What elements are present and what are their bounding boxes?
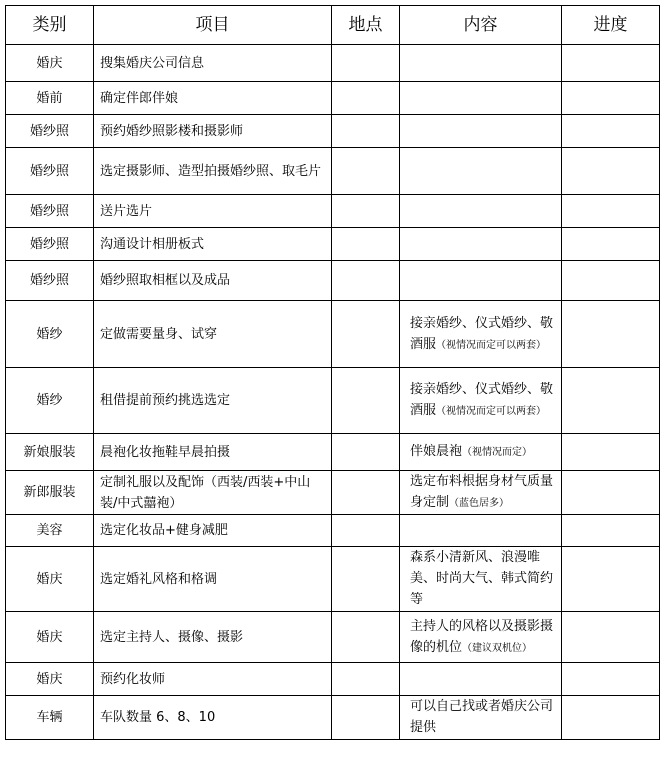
location-cell: [332, 663, 400, 696]
progress-cell: [562, 471, 660, 515]
category-cell: 婚纱: [6, 368, 94, 434]
content-text: 可以自己找或者婚庆公司提供: [410, 699, 554, 735]
location-cell: [332, 45, 400, 82]
location-cell: [332, 547, 400, 612]
content-note: （蓝色居多）: [449, 498, 510, 509]
category-cell: 婚庆: [6, 45, 94, 82]
content-cell: [400, 612, 562, 663]
progress-cell: [562, 663, 660, 696]
content-cell: [400, 82, 562, 115]
progress-cell: [562, 696, 660, 740]
location-cell: [332, 261, 400, 301]
item-cell: 选定婚礼风格和格调: [94, 547, 332, 612]
header-item: 项目: [94, 6, 332, 45]
location-cell: [332, 301, 400, 368]
item-cell: 送片选片: [94, 195, 332, 228]
table-row: [6, 148, 660, 195]
item-cell: 定做需要量身、试穿: [94, 301, 332, 368]
table-body: [6, 45, 660, 740]
progress-cell: [562, 612, 660, 663]
location-cell: [332, 515, 400, 547]
item-cell: 预约婚纱照影楼和摄影师: [94, 115, 332, 148]
item-cell: 搜集婚庆公司信息: [94, 45, 332, 82]
content-note: （视情况而定可以两套）: [436, 339, 547, 351]
table-row: [6, 115, 660, 148]
content-cell: [400, 663, 562, 696]
table-row: [6, 471, 660, 515]
progress-cell: [562, 148, 660, 195]
category-cell: 婚纱照: [6, 261, 94, 301]
item-cell: 选定摄影师、造型拍摄婚纱照、取毛片: [94, 148, 332, 195]
category-cell: 婚纱照: [6, 195, 94, 228]
category-cell: 婚纱照: [6, 228, 94, 261]
content-cell: [400, 261, 562, 301]
content-cell: [400, 696, 562, 740]
location-cell: [332, 612, 400, 663]
table-row: [6, 515, 660, 547]
item-cell: 沟通设计相册板式: [94, 228, 332, 261]
progress-cell: [562, 515, 660, 547]
content-text: 选定布料根据身材气质量身定制: [410, 474, 554, 510]
content-text: 主持人的风格以及摄影摄像的机位: [410, 618, 554, 655]
progress-cell: [562, 115, 660, 148]
progress-cell: [562, 195, 660, 228]
table-row: [6, 261, 660, 301]
category-cell: 新娘服装: [6, 434, 94, 471]
table-row: [6, 663, 660, 696]
table-row: [6, 612, 660, 663]
item-cell: 婚纱照取相框以及成品: [94, 261, 332, 301]
table-row: [6, 547, 660, 612]
content-cell: [400, 368, 562, 434]
content-cell: [400, 434, 562, 471]
location-cell: [332, 195, 400, 228]
content-note: （建议双机位）: [462, 642, 533, 654]
content-text: 伴娘晨袍: [410, 444, 463, 459]
location-cell: [332, 228, 400, 261]
location-cell: [332, 82, 400, 115]
category-cell: 新郎服装: [6, 471, 94, 515]
category-cell: 婚纱照: [6, 148, 94, 195]
item-cell: 租借提前预约挑选选定: [94, 368, 332, 434]
table-row: [6, 82, 660, 115]
content-cell: [400, 148, 562, 195]
category-cell: 婚纱: [6, 301, 94, 368]
item-cell: 选定主持人、摄像、摄影: [94, 612, 332, 663]
header-progress: 进度: [562, 6, 660, 45]
category-cell: 婚纱照: [6, 115, 94, 148]
category-cell: 美容: [6, 515, 94, 547]
table-row: [6, 301, 660, 368]
header-row: [6, 6, 660, 45]
header-content: 内容: [400, 6, 562, 45]
content-text: 接亲婚纱、仪式婚纱、敬酒服: [410, 315, 554, 352]
progress-cell: [562, 547, 660, 612]
item-cell: 确定伴郎伴娘: [94, 82, 332, 115]
item-cell: 晨袍化妆拖鞋早晨拍摄: [94, 434, 332, 471]
item-cell: 车队数量 6、8、10: [94, 696, 332, 740]
content-cell: [400, 228, 562, 261]
content-cell: [400, 45, 562, 82]
location-cell: [332, 148, 400, 195]
table-row: [6, 45, 660, 82]
category-cell: 婚庆: [6, 663, 94, 696]
progress-cell: [562, 45, 660, 82]
location-cell: [332, 434, 400, 471]
content-note: （视情况而定可以两套）: [436, 406, 547, 417]
item-cell: 预约化妆师: [94, 663, 332, 696]
header-location: 地点: [332, 6, 400, 45]
location-cell: [332, 368, 400, 434]
content-text: 森系小清新风、浪漫唯美、时尚大气、韩式简约等: [410, 550, 554, 607]
location-cell: [332, 696, 400, 740]
wedding-plan-table: [5, 5, 660, 740]
progress-cell: [562, 301, 660, 368]
content-cell: [400, 115, 562, 148]
item-cell: 定制礼服以及配饰（西装/西装+中山装/中式囍袍）: [94, 471, 332, 515]
progress-cell: [562, 434, 660, 471]
content-cell: [400, 471, 562, 515]
content-cell: [400, 301, 562, 368]
location-cell: [332, 115, 400, 148]
table-row: [6, 696, 660, 740]
content-cell: [400, 515, 562, 547]
progress-cell: [562, 261, 660, 301]
progress-cell: [562, 82, 660, 115]
location-cell: [332, 471, 400, 515]
category-cell: 车辆: [6, 696, 94, 740]
category-cell: 婚庆: [6, 612, 94, 663]
progress-cell: [562, 368, 660, 434]
content-text: 接亲婚纱、仪式婚纱、敬酒服: [410, 382, 554, 418]
content-cell: [400, 547, 562, 612]
table-row: [6, 368, 660, 434]
table-row: [6, 195, 660, 228]
item-cell: 选定化妆品+健身减肥: [94, 515, 332, 547]
table-row: [6, 228, 660, 261]
progress-cell: [562, 228, 660, 261]
category-cell: 婚前: [6, 82, 94, 115]
content-cell: [400, 195, 562, 228]
header-category: 类别: [6, 6, 94, 45]
content-note: （视情况而定）: [462, 447, 533, 458]
category-cell: 婚庆: [6, 547, 94, 612]
table-row: [6, 434, 660, 471]
